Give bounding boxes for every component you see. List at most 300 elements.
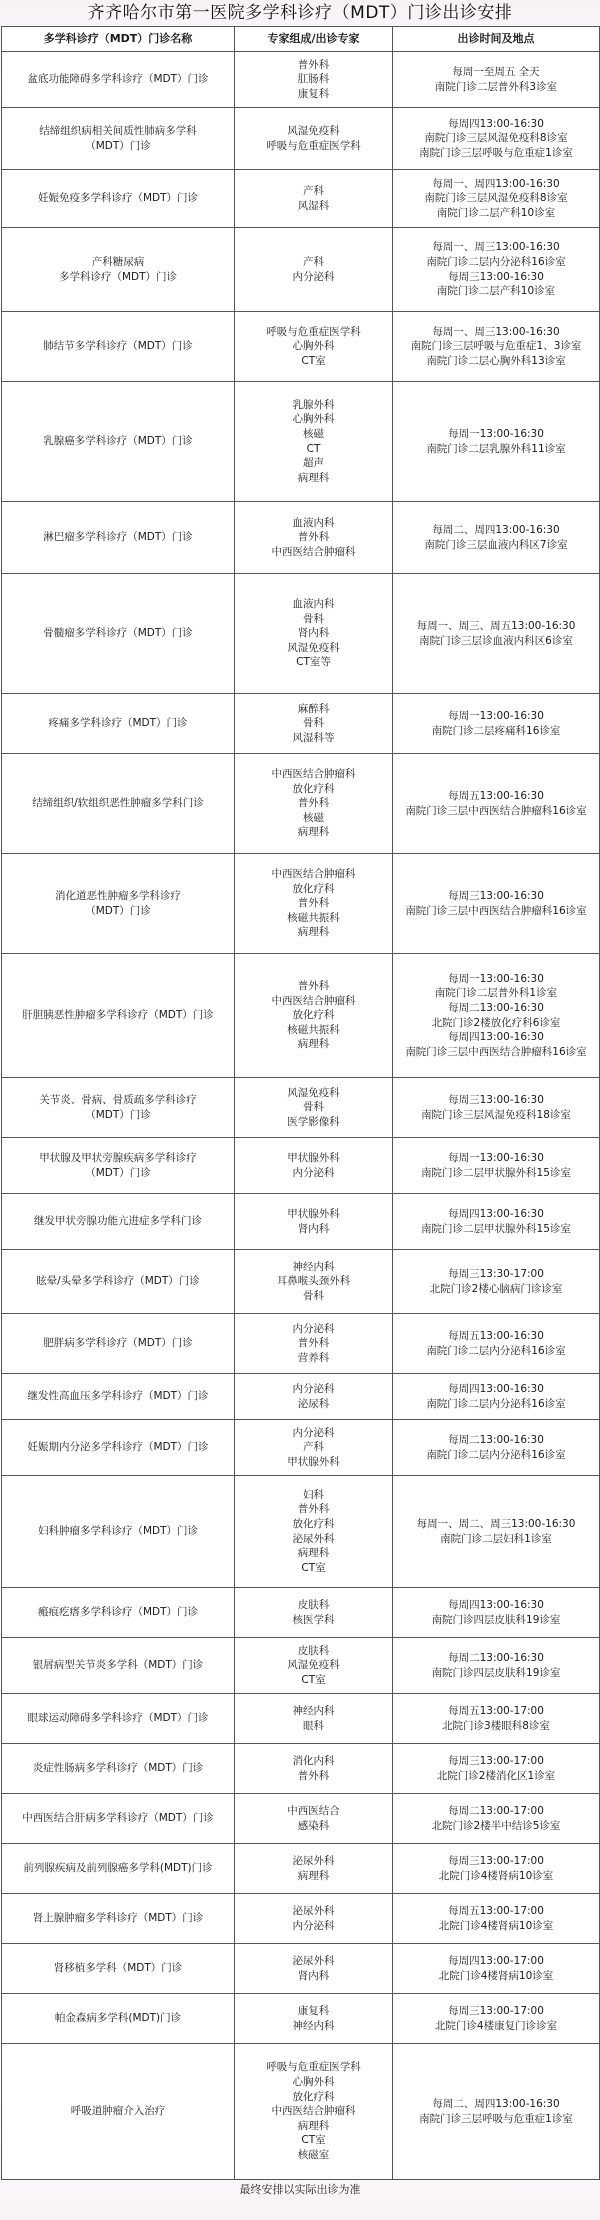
clinic-name-cell	[2, 1420, 235, 1476]
schedule-cell	[393, 954, 600, 1078]
experts-cell-line: 乳腺外科	[292, 398, 335, 411]
experts-cell-line: 血液内科	[292, 598, 335, 611]
experts-cell-line: 病理科	[297, 926, 330, 939]
schedule-cell-line: 南院门诊三层中西医结合肿瘤科16诊室	[405, 904, 587, 917]
schedule-cell-line: 南院门诊三层诊血液内科区6诊室	[419, 634, 573, 647]
clinic-name-cell	[2, 228, 235, 312]
table-row	[2, 754, 600, 854]
clinic-name-cell	[2, 574, 235, 694]
schedule-cell	[393, 1078, 600, 1138]
experts-cell-line: 营养科	[297, 1351, 330, 1364]
experts-cell-line: 消化内科	[292, 1754, 335, 1767]
schedule-cell-line: 每周四13:00-16:30	[448, 1598, 544, 1611]
clinic-name-cell	[2, 170, 235, 228]
schedule-cell-line: 每周一、周四13:00-16:30	[432, 177, 560, 190]
clinic-name-cell	[2, 52, 235, 108]
schedule-cell-line: 每周一、周三13:00-16:30	[432, 241, 560, 254]
table-row	[2, 954, 600, 1078]
experts-cell	[235, 1944, 393, 1994]
experts-cell-line: 感染科	[297, 1819, 330, 1832]
schedule-cell	[393, 170, 600, 228]
schedule-cell	[393, 1744, 600, 1794]
table-row	[2, 1944, 600, 1994]
schedule-cell	[393, 1374, 600, 1420]
footer-note: 最终安排以实际出诊为准	[239, 2183, 361, 2196]
table-row	[2, 108, 600, 170]
clinic-name-cell-line: 妊娠期内分泌多学科诊疗（MDT）门诊	[27, 1441, 209, 1454]
clinic-name-cell-line: 继发性高血压多学科诊疗（MDT）门诊	[27, 1390, 209, 1403]
schedule-cell	[393, 312, 600, 382]
experts-cell-line: 中西医结合肿瘤科	[271, 868, 356, 881]
schedule-cell	[393, 1588, 600, 1638]
schedule-cell-line: 南院门诊三层中西医结合肿瘤科16诊室	[405, 804, 587, 817]
experts-cell-line: 中西医结合	[287, 1804, 340, 1817]
schedule-cell	[393, 1476, 600, 1588]
experts-cell-line: 肛肠科	[297, 73, 330, 86]
table-row	[2, 854, 600, 954]
clinic-name-cell-line: 结缔组织/软组织恶性肿瘤多学科门诊	[32, 797, 204, 810]
schedule-cell-line: 每周三13:00-16:30	[448, 889, 544, 902]
experts-cell	[235, 1638, 393, 1694]
schedule-cell-line: 每周三13:00-17:00	[448, 1754, 544, 1767]
table-row	[2, 312, 600, 382]
table-row	[2, 1894, 600, 1944]
experts-cell-line: 病理科	[297, 1038, 330, 1051]
schedule-cell-line: 每周三13:00-17:00	[448, 2004, 544, 2017]
mdt-schedule-table	[1, 26, 600, 2180]
experts-cell-line: 普外科	[297, 980, 330, 993]
table-row	[2, 2044, 600, 2180]
experts-cell	[235, 854, 393, 954]
table-row	[2, 1476, 600, 1588]
schedule-cell-line: 每周一13:00-16:30	[448, 709, 544, 722]
clinic-name-cell-line: 妇科肿瘤多学科诊疗（MDT）门诊	[37, 1525, 199, 1538]
schedule-cell-line: 北院门诊2楼心脑病门诊诊室	[429, 1282, 563, 1295]
schedule-cell	[393, 854, 600, 954]
schedule-cell-line: 南院门诊二层产科10诊室	[436, 206, 556, 219]
clinic-name-cell-line: 疼痛多学科诊疗（MDT）门诊	[48, 717, 188, 730]
schedule-cell-line: 南院门诊三层呼吸与危重症1诊室	[419, 146, 573, 159]
schedule-cell-line: 南院门诊二层内分泌科16诊室	[426, 255, 566, 268]
experts-cell-line: 肾内科	[297, 1969, 330, 1982]
experts-cell-line: 心胸外科	[292, 2076, 335, 2089]
experts-cell-line: 产科	[303, 1441, 324, 1454]
experts-cell-line: 肾内科	[297, 627, 330, 640]
experts-cell-line: 骨科	[303, 1289, 324, 1302]
experts-cell	[235, 1374, 393, 1420]
clinic-name-cell-line: 盆底功能障碍多学科诊疗（MDT）门诊	[27, 73, 209, 86]
table-row	[2, 1844, 600, 1894]
schedule-cell-line: 每周二13:00-16:30	[448, 1651, 544, 1664]
experts-cell	[235, 228, 393, 312]
clinic-name-cell	[2, 1374, 235, 1420]
schedule-cell	[393, 1794, 600, 1844]
clinic-name-cell-line: 前列腺疾病及前列腺癌多学科(MDT)门诊	[23, 1862, 213, 1875]
experts-cell-line: 内分泌科	[292, 1426, 335, 1439]
experts-cell-line: 内分泌科	[292, 1919, 335, 1932]
schedule-cell	[393, 1894, 600, 1944]
schedule-cell-line: 每周一13:00-16:30	[448, 1151, 544, 1164]
experts-cell-line: 内分泌科	[292, 1382, 335, 1395]
experts-cell-line: 医学影像科	[287, 1115, 340, 1128]
table-row	[2, 694, 600, 754]
schedule-cell-line: 南院门诊二层疼痛科16诊室	[431, 724, 561, 737]
clinic-name-cell-line: 肾上腺肿瘤多学科诊疗（MDT）门诊	[32, 1912, 204, 1925]
header-clinic-name: 多学科诊疗（MDT）门诊名称	[2, 27, 235, 52]
clinic-name-cell-line: 消化道恶性肿瘤多学科诊疗	[55, 889, 181, 902]
schedule-cell-line: 每周二13:00-16:30	[448, 1433, 544, 1446]
experts-cell-line: 内分泌科	[292, 270, 335, 283]
table-row	[2, 1250, 600, 1314]
experts-cell-line: 血液内科	[292, 516, 335, 529]
schedule-cell	[393, 1944, 600, 1994]
table-row	[2, 382, 600, 502]
schedule-cell-line: 南院门诊二层乳腺外科11诊室	[426, 442, 566, 455]
schedule-cell	[393, 574, 600, 694]
experts-cell-line: 放化疗科	[292, 1009, 335, 1022]
table-row	[2, 1194, 600, 1250]
schedule-cell-line: 每周三13:00-17:00	[448, 1854, 544, 1867]
schedule-cell-line: 南院门诊二层内分泌科16诊室	[426, 1397, 566, 1410]
experts-cell-line: 呼吸与危重症医学科	[266, 139, 361, 152]
clinic-name-cell	[2, 1314, 235, 1374]
schedule-cell-line: 每周四13:00-16:30	[448, 1207, 544, 1220]
schedule-cell	[393, 228, 600, 312]
experts-cell-line: 麻醉科	[297, 702, 330, 715]
schedule-cell-line: 每周一至周五 全天	[452, 65, 540, 78]
header-experts: 专家组成/出诊专家	[235, 27, 393, 52]
experts-cell-line: 病理科	[297, 2119, 330, 2132]
schedule-cell	[393, 52, 600, 108]
experts-cell-line: 风湿免疫科	[287, 124, 340, 137]
schedule-cell	[393, 1314, 600, 1374]
clinic-name-cell	[2, 1194, 235, 1250]
experts-cell-line: 病理科	[297, 471, 330, 484]
experts-cell-line: 骨科	[303, 717, 324, 730]
experts-cell	[235, 52, 393, 108]
table-row	[2, 1420, 600, 1476]
experts-cell-line: 病理科	[297, 826, 330, 839]
experts-cell-line: 内分泌科	[292, 1322, 335, 1335]
clinic-name-cell	[2, 1476, 235, 1588]
experts-cell	[235, 1314, 393, 1374]
clinic-name-cell-line: 呼吸道肿瘤介入治疗	[70, 2105, 166, 2118]
experts-cell-line: CT室	[301, 354, 326, 367]
clinic-name-cell-line: （MDT）门诊	[85, 1166, 151, 1179]
schedule-cell	[393, 1694, 600, 1744]
clinic-name-cell-line: 结缔组织病相关间质性肺病多学科	[39, 124, 197, 137]
schedule-cell-line: 南院门诊三层呼吸与危重症1诊室	[419, 2112, 573, 2125]
clinic-name-cell-line: 眩晕/头晕多学科诊疗（MDT）门诊	[36, 1275, 200, 1288]
table-row	[2, 1638, 600, 1694]
experts-cell-line: 康复科	[297, 87, 330, 100]
schedule-cell-line: 南院门诊三层呼吸与危重症1、3诊室	[410, 340, 582, 353]
schedule-cell-line: 南院门诊三层风湿免疫科8诊室	[424, 132, 568, 145]
schedule-cell-line: 每周四13:00-16:30	[448, 1031, 544, 1044]
clinic-name-cell	[2, 854, 235, 954]
experts-cell-line: 放化疗科	[292, 1517, 335, 1530]
schedule-cell	[393, 1138, 600, 1194]
experts-cell-line: 中西医结合肿瘤科	[271, 545, 356, 558]
experts-cell-line: 风湿免疫科	[287, 1086, 340, 1099]
experts-cell	[235, 574, 393, 694]
experts-cell-line: 核磁	[303, 427, 324, 440]
table-row	[2, 1138, 600, 1194]
clinic-name-cell	[2, 312, 235, 382]
experts-cell-line: 甲状腺外科	[287, 1455, 340, 1468]
experts-cell-line: 普外科	[297, 797, 330, 810]
clinic-name-cell	[2, 502, 235, 574]
schedule-cell-line: 南院门诊二层内分泌科16诊室	[426, 1344, 566, 1357]
schedule-cell	[393, 1638, 600, 1694]
clinic-name-cell	[2, 954, 235, 1078]
experts-cell	[235, 1250, 393, 1314]
experts-cell	[235, 754, 393, 854]
clinic-name-cell	[2, 1250, 235, 1314]
table-row	[2, 1314, 600, 1374]
experts-cell-line: 呼吸与危重症医学科	[266, 2061, 361, 2074]
header-time-location: 出诊时间及地点	[393, 27, 600, 52]
schedule-cell-line: 每周五13:00-17:00	[448, 1704, 544, 1717]
experts-cell-line: 心胸外科	[292, 413, 335, 426]
table-row	[2, 1744, 600, 1794]
experts-cell-line: 内分泌科	[292, 1166, 335, 1179]
schedule-cell-line: 每周一13:00-16:30	[448, 972, 544, 985]
schedule-cell-line: 每周五13:00-17:00	[448, 1904, 544, 1917]
experts-cell-line: 产科	[303, 184, 324, 197]
schedule-cell	[393, 1250, 600, 1314]
clinic-name-cell-line: 淋巴瘤多学科诊疗（MDT）门诊	[43, 531, 193, 544]
schedule-cell-line: 每周二13:00-16:30	[448, 1001, 544, 1014]
schedule-cell-line: 每周四13:00-16:30	[448, 117, 544, 130]
clinic-name-cell	[2, 1138, 235, 1194]
experts-cell-line: 眼科	[303, 1719, 324, 1732]
clinic-name-cell	[2, 1794, 235, 1844]
experts-cell-line: 泌尿科	[297, 1397, 330, 1410]
experts-cell-line: CT室	[301, 1561, 326, 1574]
experts-cell-line: 神经内科	[292, 1704, 335, 1717]
schedule-cell-line: 南院门诊二层甲状腺外科15诊室	[421, 1166, 571, 1179]
experts-cell-line: 中西医结合肿瘤科	[271, 994, 356, 1007]
experts-cell	[235, 382, 393, 502]
table-row	[2, 1694, 600, 1744]
table-header-row	[2, 27, 600, 52]
experts-cell-line: 核磁室	[297, 2148, 330, 2161]
experts-cell-line: 普外科	[297, 531, 330, 544]
schedule-cell	[393, 502, 600, 574]
experts-cell-line: 肾内科	[297, 1222, 330, 1235]
experts-cell-line: CT	[306, 442, 321, 455]
schedule-cell-line: 每周五13:00-16:30	[448, 1329, 544, 1342]
experts-cell-line: 核医学科	[292, 1613, 335, 1626]
experts-cell-line: 神经内科	[292, 2019, 335, 2032]
experts-cell	[235, 170, 393, 228]
clinic-name-cell-line: 肺结节多学科诊疗（MDT）门诊	[43, 340, 193, 353]
clinic-name-cell	[2, 1078, 235, 1138]
clinic-name-cell	[2, 754, 235, 854]
schedule-cell-line: 南院门诊四层皮肤科19诊室	[431, 1666, 561, 1679]
schedule-cell-line: 每周三13:00-16:30	[448, 270, 544, 283]
table-row	[2, 1078, 600, 1138]
experts-cell-line: 康复科	[297, 2004, 330, 2017]
experts-cell	[235, 1588, 393, 1638]
table-row	[2, 574, 600, 694]
experts-cell-line: 核磁	[303, 811, 324, 824]
experts-cell-line: 耳鼻喉头颈外科	[276, 1275, 351, 1288]
clinic-name-cell	[2, 694, 235, 754]
schedule-cell-line: 每周三13:00-16:30	[448, 1093, 544, 1106]
clinic-name-cell-line: 瘢痕疙瘩多学科诊疗（MDT）门诊	[37, 1606, 199, 1619]
experts-cell-line: 放化疗科	[292, 2090, 335, 2103]
clinic-name-cell	[2, 382, 235, 502]
schedule-cell-line: 每周四13:00-16:30	[448, 1382, 544, 1395]
experts-cell-line: 病理科	[297, 1869, 330, 1882]
experts-cell	[235, 1476, 393, 1588]
experts-cell-line: 呼吸与危重症医学科	[266, 325, 361, 338]
experts-cell-line: 妇科	[303, 1488, 324, 1501]
experts-cell-line: 普外科	[297, 1337, 330, 1350]
experts-cell-line: 泌尿外科	[292, 1904, 335, 1917]
experts-cell-line: 泌尿外科	[292, 1954, 335, 1967]
clinic-name-cell-line: 肥胖病多学科诊疗（MDT）门诊	[43, 1337, 193, 1350]
schedule-cell-line: 南院门诊二层妇科1诊室	[440, 1532, 552, 1545]
clinic-name-cell-line: 帕金森病多学科(MDT)门诊	[54, 2012, 182, 2025]
experts-cell	[235, 1078, 393, 1138]
clinic-name-cell-line: 炎症性肠病多学科诊疗（MDT）门诊	[32, 1762, 204, 1775]
experts-cell-line: 骨科	[303, 612, 324, 625]
clinic-name-cell	[2, 1588, 235, 1638]
clinic-name-cell	[2, 108, 235, 170]
experts-cell-line: 核磁共振科	[287, 1023, 340, 1036]
table-row	[2, 1994, 600, 2044]
schedule-cell-line: 每周一、周三、周五13:00-16:30	[416, 619, 576, 632]
clinic-name-cell-line: 肝胆胰恶性肿瘤多学科诊疗（MDT）门诊	[22, 1009, 214, 1022]
experts-cell-line: 甲状腺外科	[287, 1151, 340, 1164]
experts-cell	[235, 1744, 393, 1794]
clinic-name-cell	[2, 1744, 235, 1794]
experts-cell	[235, 1794, 393, 1844]
schedule-cell-line: 每周四13:00-17:00	[448, 1954, 544, 1967]
experts-cell-line: 放化疗科	[292, 782, 335, 795]
experts-cell-line: 泌尿外科	[292, 1532, 335, 1545]
schedule-cell-line: 南院门诊二层内分泌科16诊室	[426, 1448, 566, 1461]
page-title: 齐齐哈尔市第一医院多学科诊疗（MDT）门诊出诊安排	[87, 3, 513, 23]
schedule-cell	[393, 108, 600, 170]
experts-cell-line: CT室	[301, 1673, 326, 1686]
clinic-name-cell-line: （MDT）门诊	[85, 1108, 151, 1121]
schedule-cell-line: 每周五13:00-16:30	[448, 789, 544, 802]
schedule-cell-line: 北院门诊4楼肾病10诊室	[438, 1869, 554, 1882]
clinic-name-cell	[2, 2044, 235, 2180]
experts-cell-line: 放化疗科	[292, 882, 335, 895]
experts-cell-line: 中西医结合肿瘤科	[271, 2105, 356, 2118]
experts-cell	[235, 1138, 393, 1194]
schedule-cell	[393, 1420, 600, 1476]
schedule-cell-line: 南院门诊三层风湿免疫科8诊室	[424, 192, 568, 205]
schedule-cell-line: 北院门诊4楼康复门诊诊室	[434, 2019, 558, 2032]
schedule-cell-line: 每周二、周四13:00-16:30	[432, 523, 560, 536]
schedule-cell	[393, 1994, 600, 2044]
experts-cell-line: 心胸外科	[292, 340, 335, 353]
experts-cell-line: 风湿免疫科	[287, 1659, 340, 1672]
experts-cell-line: 普外科	[297, 897, 330, 910]
table-row	[2, 170, 600, 228]
schedule-cell-line: 每周三13:30-17:00	[448, 1267, 544, 1280]
table-row	[2, 1588, 600, 1638]
experts-cell-line: CT室	[301, 2134, 326, 2147]
experts-cell-line: CT室等	[296, 656, 331, 669]
clinic-name-cell-line: 肾移植多学科（MDT）门诊	[53, 1962, 183, 1975]
table-row	[2, 502, 600, 574]
experts-cell	[235, 1844, 393, 1894]
experts-cell	[235, 954, 393, 1078]
schedule-cell-line: 北院门诊2楼半中结诊5诊室	[431, 1819, 561, 1832]
schedule-cell-line: 北院门诊4楼肾病10诊室	[438, 1919, 554, 1932]
clinic-name-cell-line: 乳腺癌多学科诊疗（MDT）门诊	[43, 435, 193, 448]
table-row	[2, 1374, 600, 1420]
schedule-cell-line: 北院门诊2楼消化区1诊室	[436, 1769, 556, 1782]
schedule-cell-line: 每周一13:00-16:30	[448, 427, 544, 440]
experts-cell	[235, 502, 393, 574]
experts-cell	[235, 108, 393, 170]
experts-cell-line: 神经内科	[292, 1260, 335, 1273]
experts-cell-line: 风湿科	[297, 199, 330, 212]
schedule-cell-line: 北院门诊2楼放化疗科6诊室	[431, 1016, 561, 1029]
experts-cell-line: 核磁共振科	[287, 911, 340, 924]
table-row	[2, 228, 600, 312]
schedule-cell	[393, 382, 600, 502]
experts-cell	[235, 1194, 393, 1250]
schedule-cell-line: 每周二、周四13:00-16:30	[432, 2097, 560, 2110]
clinic-name-cell-line: 眼球运动障碍多学科诊疗（MDT）门诊	[27, 1712, 209, 1725]
experts-cell-line: 超声	[303, 457, 324, 470]
clinic-name-cell	[2, 1638, 235, 1694]
table-row	[2, 1794, 600, 1844]
clinic-name-cell	[2, 1694, 235, 1744]
experts-cell-line: 普外科	[297, 1769, 330, 1782]
clinic-name-cell-line: 妊娠免疫多学科诊疗（MDT）门诊	[37, 192, 199, 205]
schedule-cell-line: 南院门诊四层皮肤科19诊室	[431, 1613, 561, 1626]
schedule-cell-line: 每周一、周三13:00-16:30	[432, 325, 560, 338]
experts-cell-line: 中西医结合肿瘤科	[271, 768, 356, 781]
experts-cell	[235, 312, 393, 382]
schedule-cell-line: 南院门诊二层产科10诊室	[436, 285, 556, 298]
experts-cell	[235, 694, 393, 754]
schedule-cell	[393, 694, 600, 754]
schedule-cell	[393, 1194, 600, 1250]
schedule-cell	[393, 1844, 600, 1894]
experts-cell	[235, 1694, 393, 1744]
clinic-name-cell-line: 多学科诊疗（MDT）门诊	[58, 270, 178, 283]
clinic-name-cell-line: 继发甲状旁腺功能亢进症多学科门诊	[34, 1215, 202, 1228]
schedule-cell-line: 南院门诊三层中西医结合肿瘤科16诊室	[405, 1045, 587, 1058]
experts-cell-line: 泌尿外科	[292, 1854, 335, 1867]
clinic-name-cell	[2, 1994, 235, 2044]
experts-cell-line: 风湿科等	[292, 731, 335, 744]
experts-cell-line: 皮肤科	[297, 1598, 330, 1611]
clinic-name-cell-line: 银屑病型关节炎多学科（MDT）门诊	[32, 1659, 204, 1672]
schedule-cell-line: 每周一、周二、周三13:00-16:30	[416, 1517, 576, 1530]
clinic-name-cell	[2, 1894, 235, 1944]
experts-cell-line: 骨科	[303, 1101, 324, 1114]
schedule-cell-line: 南院门诊二层普外科3诊室	[434, 80, 558, 93]
schedule-cell-line: 北院门诊3楼眼科8诊室	[442, 1719, 550, 1732]
experts-cell-line: 产科	[303, 255, 324, 268]
schedule-cell-line: 南院门诊二层心胸外科13诊室	[426, 354, 566, 367]
schedule-cell-line: 南院门诊二层普外科1诊室	[434, 987, 558, 1000]
experts-cell	[235, 2044, 393, 2180]
clinic-name-cell	[2, 1944, 235, 1994]
